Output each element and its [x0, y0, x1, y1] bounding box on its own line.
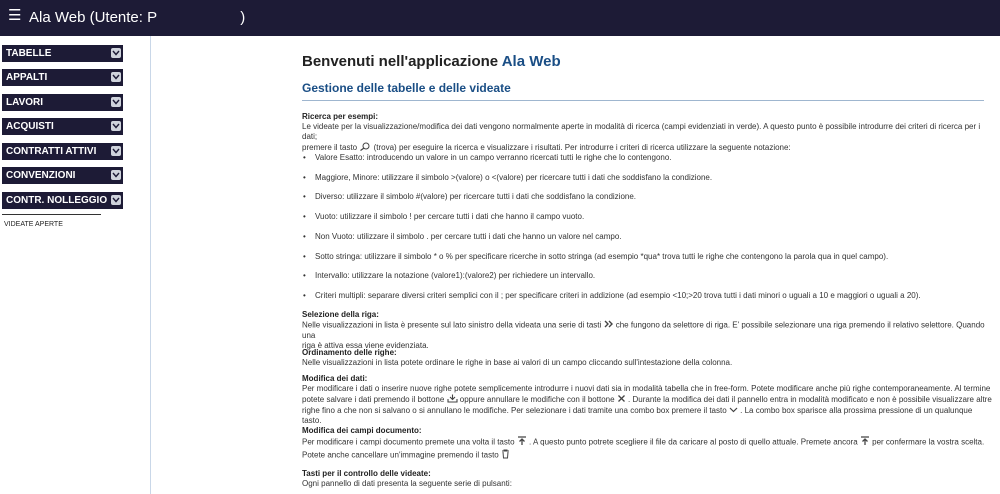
- chevron-down-icon[interactable]: [111, 48, 121, 58]
- sidebar-item-convenzioni[interactable]: [2, 167, 123, 184]
- page-title: [302, 53, 561, 70]
- sidebar-item-label: CONTRATTI ATTIVI: [6, 146, 97, 157]
- welcome-prefix: Benvenuti nell'applicazione: [302, 53, 502, 70]
- edit-heading: Modifica dei dati:: [302, 374, 368, 383]
- sidebar-item-label: CONTR. NOLLEGGIO: [6, 195, 108, 206]
- ordering-section: [302, 348, 992, 368]
- list-item: • Sotto stringa: utilizzare il simbolo * o % per specificare ricerche in sotto stringa (ad esempio *qua* trova tutti le righe che contengono la parola qua in quel campo).: [315, 252, 888, 262]
- trash-icon: [501, 449, 510, 462]
- sidebar-item-label: LAVORI: [6, 97, 44, 108]
- search-heading: Ricerca per esempi:: [302, 112, 379, 121]
- list-item: • Diverso: utilizzare il simbolo #(valore) per ricercare tutti i dati che soddisfano la condizione.: [315, 192, 636, 202]
- title-divider: [302, 100, 984, 101]
- upload-icon: [860, 436, 870, 449]
- chevron-down-icon[interactable]: [111, 170, 121, 180]
- search-text-1: Le videate per la visualizzazione/modifica dei dati vengono normalmente aperte in modalità di ricerca (campi evidenziati in verde). A questo punto è possibile introdurre dei criteri di ricerca per i dati;: [302, 122, 981, 141]
- sidebar-item-tabelle[interactable]: [2, 45, 123, 62]
- list-item: • Non Vuoto: utilizzare il simbolo . per cercare tutti i dati che hanno un valore nel campo.: [315, 232, 622, 242]
- main-content: [151, 36, 1000, 494]
- sidebar-divider: [2, 214, 101, 215]
- ordering-heading: Ordinamento delle righe:: [302, 348, 397, 357]
- ordering-text: Nelle visualizzazioni in lista potete ordinare le righe in base ai valori di un campo cliccando sull'intestazione della colonna.: [302, 358, 733, 367]
- keys-section: [302, 469, 992, 489]
- sidebar-item-acquisti[interactable]: [2, 118, 123, 135]
- sidebar-item-lavori[interactable]: [2, 94, 123, 111]
- list-item: • Intervallo: utilizzare la notazione (valore1):(valore2) per richiedere un intervallo.: [315, 271, 595, 281]
- edit-text-2: potete salvare i dati premendo il bottone oppure annullare le modifiche con il bottone . Durante la modifica dei dati il pannello entra in modalità modificato e non è possibile visualizzare altre: [302, 395, 992, 405]
- brand-name: Ala Web: [501, 53, 561, 70]
- list-item: • Vuoto: utilizzare il simbolo ! per cercare tutti i dati che hanno il campo vuoto.: [315, 212, 584, 222]
- document-heading: Modifica dei campi documento:: [302, 426, 422, 435]
- document-text-2: Potete anche cancellare un'immagine premendo il tasto: [302, 449, 992, 462]
- sidebar-item-label: CONVENZIONI: [6, 170, 76, 181]
- chevron-down-icon: [729, 406, 738, 416]
- list-item: • Valore Esatto: introducendo un valore in un campo verranno ricercati tutti le righe che lo contengono.: [315, 153, 672, 163]
- close-icon: [617, 394, 626, 406]
- chevron-down-icon[interactable]: [111, 195, 121, 205]
- document-text-1: Per modificare i campi documento premete una volta il tasto . A questo punto potrete scegliere il file da caricare al posto di quello attuale. Premete ancora per confermare la vostra scelta.: [302, 436, 992, 449]
- sidebar-item-appalti[interactable]: [2, 69, 123, 86]
- chevron-down-icon[interactable]: [111, 121, 121, 131]
- selection-text-2: riga è attiva essa viene evidenziata.: [302, 341, 429, 350]
- hamburger-menu-icon[interactable]: ☰: [8, 7, 22, 24]
- save-icon: [447, 394, 458, 406]
- search-section: [302, 112, 992, 154]
- selection-section: [302, 310, 992, 351]
- sidebar-item-label: TABELLE: [6, 48, 52, 59]
- sidebar-item-label: APPALTI: [6, 72, 48, 83]
- selection-heading: Selezione della riga:: [302, 310, 379, 319]
- upload-icon: [517, 436, 527, 449]
- double-chevron-right-icon: [604, 320, 614, 331]
- edit-text-3: righe fino a che non si salvano o si annullano le modifiche. Per selezionare i dati tramite una combo box premere il tasto . La combo box sparisce alla prossima pressione di un qualunque tasto.: [302, 406, 973, 426]
- edit-section: [302, 374, 992, 426]
- top-bar: [0, 0, 1000, 36]
- section-subtitle: Gestione delle tabelle e delle videate: [302, 81, 511, 95]
- keys-heading: Tasti per il controllo delle videate:: [302, 469, 431, 478]
- sidebar-item-contratti-attivi[interactable]: [2, 143, 123, 160]
- sidebar-item-label: ACQUISTI: [6, 121, 54, 132]
- edit-text-1: Per modificare i dati o inserire nuove righe potete semplicemente introdurre i nuovi dati sia in modalità tabella che in free-form. Potete modificare anche più righe contemporaneamente. Al termine: [302, 384, 991, 393]
- app-title: Ala Web (Utente: P ): [29, 9, 246, 26]
- sidebar-item-contr-nolleggio[interactable]: [2, 192, 123, 209]
- search-text-2: premere il tasto (trova) per eseguire la ricerca e visualizzare i risultati. Per introdurre i criteri di ricerca utilizzare la seguente notazione:: [302, 143, 791, 153]
- chevron-down-icon[interactable]: [111, 72, 121, 82]
- chevron-down-icon[interactable]: [111, 97, 121, 107]
- open-views-label: VIDEATE APERTE: [4, 221, 63, 228]
- keys-text: Ogni pannello di dati presenta la seguente serie di pulsanti:: [302, 479, 512, 488]
- selection-text-1: Nelle visualizzazioni in lista è presente sul lato sinistro della videata una serie di tasti che fungono da selettore di riga. E' possibile selezionare una riga premendo il relativo selettore. Quando una: [302, 320, 985, 340]
- list-item: • Criteri multipli: separare diversi criteri semplici con il ; per specificare criteri in addizione (ad esempio <10;>20 trova tutti i dati minori o uguali a 10 e maggiori o uguali a 20).: [315, 291, 921, 301]
- document-section: [302, 426, 992, 462]
- chevron-down-icon[interactable]: [111, 146, 121, 156]
- sidebar: [0, 36, 151, 494]
- list-item: • Maggiore, Minore: utilizzare il simbolo >(valore) o <(valore) per ricercare tutti i dati che soddisfano la condizione.: [315, 173, 712, 183]
